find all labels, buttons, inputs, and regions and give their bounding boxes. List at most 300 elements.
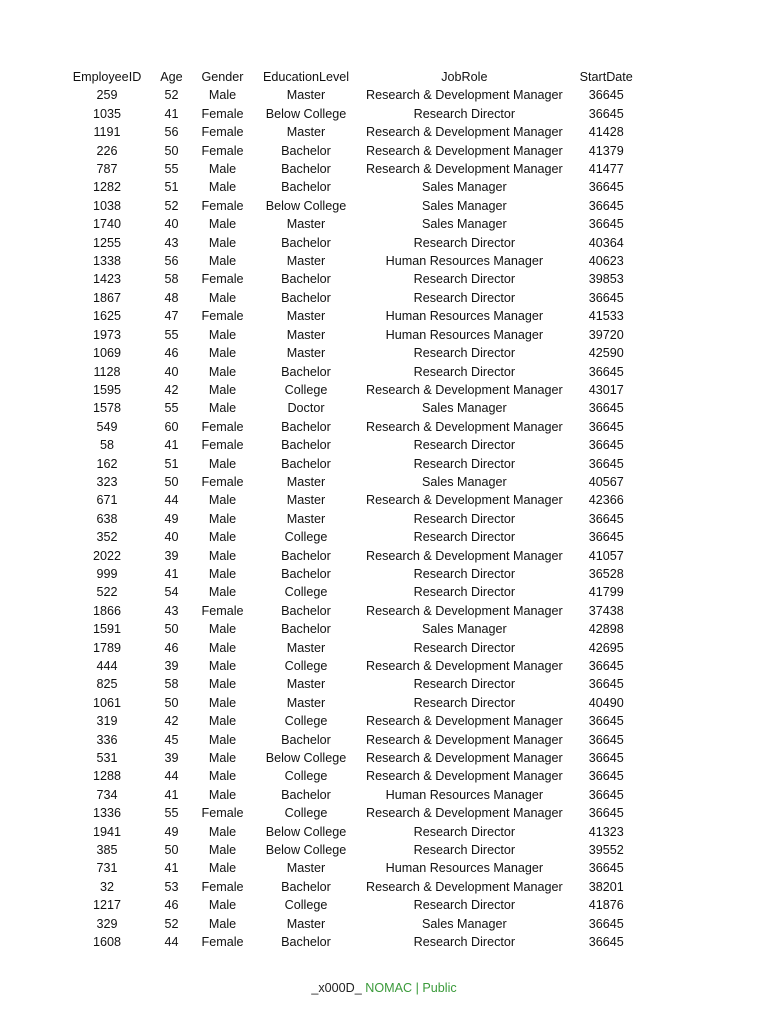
table-row <box>70 657 650 675</box>
start-date-cell: 36645 <box>588 659 624 673</box>
education-level-cell: Master <box>286 217 326 232</box>
employee-id-cell: 1608 <box>92 935 122 950</box>
gender-cell: Male <box>208 382 237 397</box>
start-date-cell: 39853 <box>588 272 624 287</box>
gender-cell: Female <box>201 806 244 821</box>
employee-id-cell: 1973 <box>92 327 122 342</box>
education-level-cell: Master <box>286 474 326 489</box>
age-cell: 43 <box>164 603 179 618</box>
age-cell: 46 <box>164 346 179 361</box>
age-cell: 49 <box>164 824 179 839</box>
gender-cell: Male <box>208 640 237 655</box>
job-role-cell: Research & Development Manager <box>366 714 563 729</box>
job-role-cell: Research Director <box>413 530 516 545</box>
job-role-cell: Research Director <box>413 438 516 453</box>
employee-id-cell: 58 <box>99 438 114 453</box>
education-level-cell: Master <box>286 493 326 508</box>
start-date-cell: 36645 <box>588 530 624 545</box>
start-date-cell: 40567 <box>588 474 624 489</box>
start-date-cell: 40364 <box>588 235 624 250</box>
start-date-cell: 42695 <box>588 640 624 655</box>
job-role-cell: Research Director <box>413 640 516 655</box>
start-date-cell: 36528 <box>588 566 624 581</box>
education-level-cell: Master <box>286 677 326 692</box>
employee-id-cell: 522 <box>96 585 118 600</box>
table-row <box>70 510 650 528</box>
column-header-start-date: StartDate <box>579 70 633 84</box>
gender-cell: Male <box>208 162 237 177</box>
age-cell: 48 <box>164 290 179 305</box>
gender-cell: Male <box>208 493 237 508</box>
table-row <box>70 823 650 841</box>
education-level-cell: Bachelor <box>281 566 331 581</box>
employee-id-cell: 2022 <box>92 548 122 563</box>
age-cell: 39 <box>164 548 179 563</box>
education-level-cell: Below College <box>265 751 347 766</box>
start-date-cell: 38201 <box>588 879 624 894</box>
start-date-cell: 36645 <box>588 456 624 471</box>
job-role-cell: Research Director <box>413 566 516 581</box>
employee-id-cell: 1069 <box>92 346 122 361</box>
gender-cell: Male <box>208 180 237 195</box>
job-role-cell: Research Director <box>413 272 516 287</box>
education-level-cell: Master <box>286 327 326 342</box>
employee-id-cell: 1625 <box>92 309 122 324</box>
column-header-employee-id: EmployeeID <box>72 70 142 84</box>
age-cell: 50 <box>164 622 179 637</box>
employee-id-cell: 825 <box>96 677 118 692</box>
job-role-cell: Research Director <box>413 585 516 600</box>
gender-cell: Female <box>201 272 244 287</box>
education-level-cell: Bachelor <box>281 272 331 287</box>
employee-id-cell: 1423 <box>92 272 122 287</box>
education-level-cell: Bachelor <box>281 235 331 250</box>
job-role-cell: Research & Development Manager <box>366 493 563 508</box>
job-role-cell: Human Resources Manager <box>385 254 544 269</box>
table-row <box>70 344 650 362</box>
employee-id-cell: 1061 <box>92 695 122 710</box>
job-role-cell: Human Resources Manager <box>385 861 544 876</box>
table-row <box>70 841 650 859</box>
age-cell: 39 <box>164 751 179 766</box>
age-cell: 51 <box>164 180 179 195</box>
job-role-cell: Research & Development Manager <box>366 769 563 784</box>
age-cell: 43 <box>164 235 179 250</box>
age-cell: 50 <box>164 695 179 710</box>
gender-cell: Male <box>208 659 237 673</box>
job-role-cell: Research & Development Manager <box>366 732 563 747</box>
job-role-cell: Sales Manager <box>422 916 507 931</box>
table-row <box>70 712 650 730</box>
employee-id-cell: 1288 <box>92 769 122 784</box>
employee-id-cell: 1035 <box>92 106 122 121</box>
start-date-cell: 39720 <box>588 327 624 342</box>
job-role-cell: Sales Manager <box>422 180 507 195</box>
age-cell: 55 <box>164 401 179 416</box>
start-date-cell: 36645 <box>588 419 624 434</box>
education-level-cell: College <box>284 585 328 600</box>
age-cell: 51 <box>164 456 179 471</box>
age-cell: 56 <box>164 254 179 269</box>
gender-cell: Male <box>208 714 237 729</box>
start-date-cell: 39552 <box>588 843 624 858</box>
job-role-cell: Research & Development Manager <box>366 125 563 140</box>
gender-cell: Male <box>208 235 237 250</box>
employee-id-cell: 1740 <box>92 217 122 232</box>
age-cell: 52 <box>164 198 179 213</box>
employee-id-cell: 734 <box>96 787 118 802</box>
table-row <box>70 436 650 454</box>
education-level-cell: Doctor <box>287 401 325 416</box>
gender-cell: Male <box>208 548 237 563</box>
employee-id-cell: 319 <box>96 714 118 729</box>
gender-cell: Female <box>201 935 244 950</box>
job-role-cell: Research & Development Manager <box>366 419 563 434</box>
employee-id-cell: 1128 <box>93 364 121 379</box>
employee-id-cell: 162 <box>96 456 118 471</box>
start-date-cell: 41379 <box>588 143 624 158</box>
job-role-cell: Sales Manager <box>422 622 507 637</box>
table-row <box>70 749 650 767</box>
table-body <box>70 86 650 951</box>
table-row <box>70 105 650 123</box>
start-date-cell: 36645 <box>588 732 624 747</box>
gender-cell: Male <box>208 364 237 379</box>
start-date-cell: 36645 <box>588 806 624 821</box>
education-level-cell: Bachelor <box>281 622 331 637</box>
table-row <box>70 915 650 933</box>
age-cell: 40 <box>164 217 179 232</box>
start-date-cell: 36645 <box>588 401 624 416</box>
table-row <box>70 786 650 804</box>
table-row <box>70 528 650 546</box>
gender-cell: Male <box>208 217 237 232</box>
column-header-education-level: EducationLevel <box>262 70 350 84</box>
job-role-cell: Sales Manager <box>422 198 507 213</box>
age-cell: 52 <box>164 916 179 931</box>
gender-cell: Male <box>208 346 237 361</box>
age-cell: 50 <box>164 843 179 858</box>
table-row <box>70 602 650 620</box>
gender-cell: Male <box>208 677 237 692</box>
education-level-cell: Master <box>286 254 326 269</box>
education-level-cell: Bachelor <box>281 787 331 802</box>
job-role-cell: Research & Development Manager <box>366 879 563 894</box>
start-date-cell: 36645 <box>588 217 624 232</box>
education-level-cell: College <box>284 769 328 784</box>
gender-cell: Female <box>201 603 244 618</box>
table-row <box>70 804 650 822</box>
employee-id-cell: 1789 <box>92 640 122 655</box>
employee-id-cell: 352 <box>96 530 118 545</box>
age-cell: 41 <box>164 861 179 876</box>
start-date-cell: 41323 <box>588 824 624 839</box>
education-level-cell: Bachelor <box>281 180 331 195</box>
education-level-cell: Below College <box>265 843 347 858</box>
job-role-cell: Research Director <box>413 290 516 305</box>
education-level-cell: Master <box>286 640 326 655</box>
education-level-cell: Master <box>286 511 326 526</box>
employee-id-cell: 385 <box>96 843 118 858</box>
job-role-cell: Research Director <box>413 843 516 858</box>
job-role-cell: Research Director <box>413 106 516 121</box>
employee-id-cell: 1217 <box>92 898 122 913</box>
age-cell: 42 <box>164 382 179 397</box>
employee-id-cell: 336 <box>96 732 118 747</box>
education-level-cell: Bachelor <box>281 162 331 177</box>
table-row <box>70 767 650 785</box>
employee-id-cell: 638 <box>96 511 118 526</box>
age-cell: 55 <box>164 806 179 821</box>
job-role-cell: Sales Manager <box>422 217 507 232</box>
gender-cell: Female <box>201 419 244 434</box>
education-level-cell: Bachelor <box>281 143 331 158</box>
start-date-cell: 36645 <box>588 290 624 305</box>
job-role-cell: Research Director <box>413 695 516 710</box>
gender-cell: Male <box>208 843 237 858</box>
age-cell: 55 <box>164 327 179 342</box>
start-date-cell: 36645 <box>588 180 624 195</box>
gender-cell: Male <box>208 916 237 931</box>
start-date-cell: 41057 <box>588 548 624 563</box>
table-row <box>70 160 650 178</box>
start-date-cell: 42590 <box>588 346 624 361</box>
job-role-cell: Research & Development Manager <box>366 143 563 158</box>
table-row <box>70 381 650 399</box>
job-role-cell: Human Resources Manager <box>385 327 544 342</box>
job-role-cell: Research & Development Manager <box>366 548 563 563</box>
gender-cell: Female <box>201 106 244 121</box>
classification-label: NOMAC | Public <box>365 981 457 995</box>
job-role-cell: Research Director <box>413 235 516 250</box>
table-row <box>70 896 650 914</box>
header-row <box>70 68 650 86</box>
age-cell: 55 <box>164 162 179 177</box>
table-row <box>70 234 650 252</box>
job-role-cell: Research & Development Manager <box>366 88 563 103</box>
education-level-cell: Bachelor <box>281 935 331 950</box>
age-cell: 58 <box>164 677 179 692</box>
table-row <box>70 639 650 657</box>
start-date-cell: 36645 <box>588 364 624 379</box>
table-row <box>70 473 650 491</box>
employee-id-cell: 1578 <box>92 401 122 416</box>
employee-id-cell: 731 <box>96 861 118 876</box>
education-level-cell: Below College <box>265 106 347 121</box>
start-date-cell: 40623 <box>588 254 624 269</box>
table-row <box>70 252 650 270</box>
job-role-cell: Research & Development Manager <box>366 751 563 766</box>
table-row <box>70 547 650 565</box>
start-date-cell: 40490 <box>588 695 624 710</box>
education-level-cell: Bachelor <box>281 290 331 305</box>
education-level-cell: Bachelor <box>281 364 331 379</box>
table-row <box>70 197 650 215</box>
gender-cell: Female <box>201 125 244 140</box>
table-row <box>70 178 650 196</box>
gender-cell: Male <box>208 751 237 766</box>
table-row <box>70 123 650 141</box>
job-role-cell: Research Director <box>413 364 516 379</box>
start-date-cell: 36645 <box>588 511 624 526</box>
job-role-cell: Research Director <box>413 456 516 471</box>
gender-cell: Male <box>208 861 237 876</box>
table-row <box>70 731 650 749</box>
table-row <box>70 418 650 436</box>
gender-cell: Female <box>201 438 244 453</box>
job-role-cell: Sales Manager <box>422 401 507 416</box>
table-row <box>70 363 650 381</box>
job-role-cell: Research & Development Manager <box>366 382 563 397</box>
employee-id-cell: 329 <box>96 916 118 931</box>
age-cell: 46 <box>164 898 179 913</box>
age-cell: 44 <box>164 935 179 950</box>
gender-cell: Male <box>208 695 237 710</box>
start-date-cell: 36645 <box>588 769 624 784</box>
employee-id-cell: 1591 <box>92 622 122 637</box>
table-row <box>70 455 650 473</box>
start-date-cell: 41799 <box>588 585 624 600</box>
job-role-cell: Research Director <box>413 346 516 361</box>
table-row <box>70 326 650 344</box>
education-level-cell: College <box>284 806 328 821</box>
gender-cell: Female <box>201 198 244 213</box>
education-level-cell: Master <box>286 88 326 103</box>
start-date-cell: 36645 <box>588 861 624 876</box>
table-row <box>70 307 650 325</box>
start-date-cell: 36645 <box>588 916 624 931</box>
gender-cell: Male <box>208 824 237 839</box>
job-role-cell: Research Director <box>413 935 516 950</box>
gender-cell: Male <box>208 254 237 269</box>
education-level-cell: Bachelor <box>281 456 331 471</box>
table-row <box>70 620 650 638</box>
start-date-cell: 37438 <box>588 603 624 618</box>
start-date-cell: 36645 <box>588 106 624 121</box>
employee-id-cell: 1941 <box>92 824 122 839</box>
education-level-cell: Bachelor <box>281 438 331 453</box>
table-row <box>70 565 650 583</box>
education-level-cell: Master <box>286 346 326 361</box>
employee-id-cell: 259 <box>96 88 118 103</box>
gender-cell: Male <box>208 898 237 913</box>
gender-cell: Female <box>201 143 244 158</box>
education-level-cell: Master <box>286 695 326 710</box>
column-header-gender: Gender <box>201 70 244 84</box>
table-row <box>70 289 650 307</box>
education-level-cell: Master <box>286 916 326 931</box>
age-cell: 41 <box>164 106 179 121</box>
education-level-cell: Bachelor <box>281 879 331 894</box>
table-row <box>70 583 650 601</box>
age-cell: 41 <box>164 438 179 453</box>
start-date-cell: 36645 <box>588 88 624 103</box>
education-level-cell: Bachelor <box>281 419 331 434</box>
age-cell: 56 <box>164 125 179 140</box>
start-date-cell: 41477 <box>588 162 624 177</box>
gender-cell: Male <box>208 769 237 784</box>
employee-id-cell: 531 <box>96 751 118 766</box>
age-cell: 53 <box>164 879 179 894</box>
age-cell: 44 <box>164 493 179 508</box>
job-role-cell: Research Director <box>413 677 516 692</box>
age-cell: 41 <box>164 787 179 802</box>
table-row <box>70 491 650 509</box>
age-cell: 40 <box>164 530 179 545</box>
table-row <box>70 142 650 160</box>
age-cell: 41 <box>164 566 179 581</box>
age-cell: 40 <box>164 364 179 379</box>
job-role-cell: Research & Development Manager <box>366 659 563 673</box>
column-header-job-role: JobRole <box>441 70 488 84</box>
job-role-cell: Research & Development Manager <box>366 806 563 821</box>
column-header-age: Age <box>160 70 183 84</box>
gender-cell: Male <box>208 732 237 747</box>
table-row <box>70 270 650 288</box>
table-row <box>70 694 650 712</box>
job-role-cell: Research Director <box>413 898 516 913</box>
employee-id-cell: 1338 <box>92 254 122 269</box>
gender-cell: Female <box>201 309 244 324</box>
gender-cell: Male <box>208 290 237 305</box>
age-cell: 50 <box>164 143 179 158</box>
start-date-cell: 36645 <box>588 935 624 950</box>
education-level-cell: College <box>284 530 328 545</box>
employee-id-cell: 32 <box>99 879 114 894</box>
employee-table <box>70 68 650 952</box>
education-level-cell: Master <box>286 861 326 876</box>
education-level-cell: College <box>284 898 328 913</box>
gender-cell: Male <box>208 566 237 581</box>
age-cell: 52 <box>164 88 179 103</box>
gender-cell: Male <box>208 327 237 342</box>
education-level-cell: Bachelor <box>281 603 331 618</box>
start-date-cell: 41533 <box>588 309 624 324</box>
start-date-cell: 43017 <box>588 382 624 397</box>
age-cell: 39 <box>164 659 179 673</box>
table-row <box>70 675 650 693</box>
start-date-cell: 36645 <box>588 751 624 766</box>
gender-cell: Female <box>201 879 244 894</box>
education-level-cell: College <box>284 382 328 397</box>
employee-id-cell: 787 <box>96 162 118 177</box>
gender-cell: Male <box>208 585 237 600</box>
start-date-cell: 36645 <box>588 198 624 213</box>
job-role-cell: Research & Development Manager <box>366 603 563 618</box>
table-row <box>70 399 650 417</box>
start-date-cell: 36645 <box>588 677 624 692</box>
education-level-cell: Below College <box>265 198 347 213</box>
table-row <box>70 215 650 233</box>
employee-id-cell: 549 <box>96 419 118 434</box>
start-date-cell: 36645 <box>588 438 624 453</box>
table-row <box>70 86 650 104</box>
gender-cell: Male <box>208 401 237 416</box>
job-role-cell: Research & Development Manager <box>366 162 563 177</box>
education-level-cell: Master <box>286 309 326 324</box>
age-cell: 49 <box>164 511 179 526</box>
job-role-cell: Sales Manager <box>422 474 507 489</box>
employee-id-cell: 1867 <box>92 290 122 305</box>
education-level-cell: Master <box>286 125 326 140</box>
age-cell: 54 <box>164 585 179 600</box>
employee-id-cell: 323 <box>96 474 118 489</box>
age-cell: 58 <box>164 272 179 287</box>
employee-id-cell: 444 <box>96 659 118 673</box>
start-date-cell: 42898 <box>588 622 624 637</box>
education-level-cell: Bachelor <box>281 732 331 747</box>
employee-id-cell: 1255 <box>92 235 122 250</box>
